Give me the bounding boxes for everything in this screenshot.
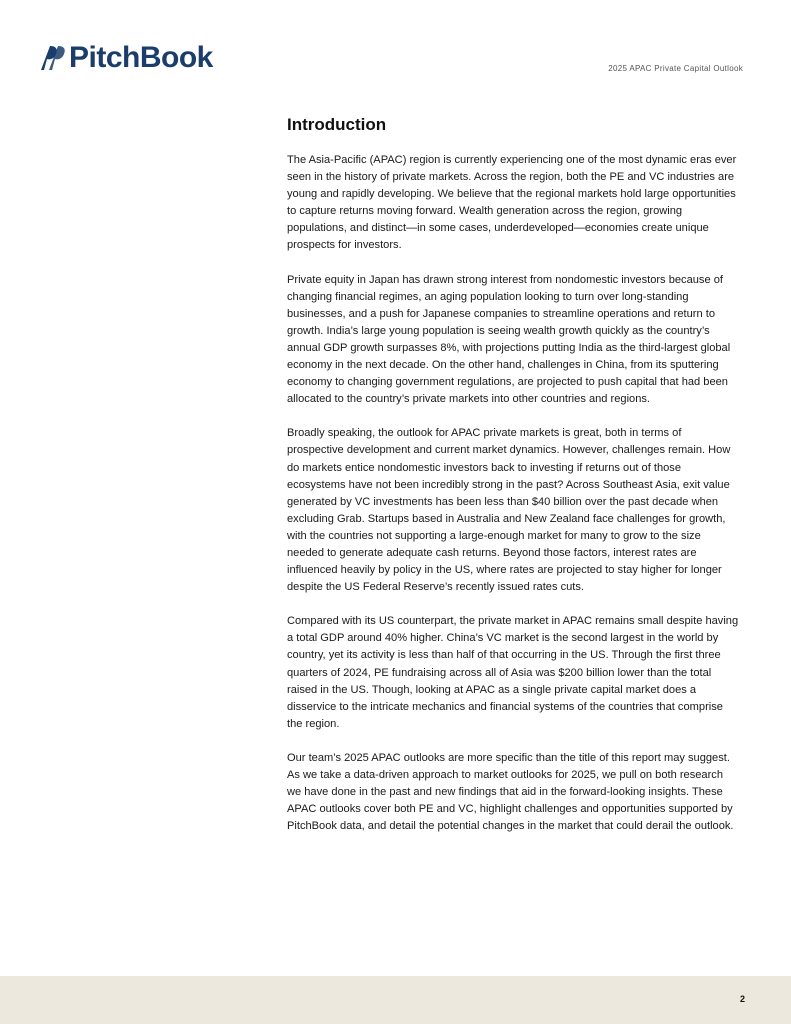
section-title: Introduction (287, 115, 387, 134)
paragraph: Our team’s 2025 APAC outlooks are more specific than the title of this report may suggest. As we take a data-driven approach to market outlooks for 2025, we pull on both research we have done in the past and new findings that aid in the forward-looking insights. These APAC outlooks cover both PE and VC, highlight challenges and opportunities supported by PitchBook data, and detail the potential changes in the market that could derail the outlook. (287, 751, 734, 833)
paragraph: Broadly speaking, the outlook for APAC private markets is great, both in terms of prospective development and current market dynamics. However, challenges remain. How do markets entice nondomestic investors back to investing if returns out of those ecosystems have not been incredibly strong in the past? Across Southeast Asia, exit value generated by VC investments has been less than $40 billion over the past decade when excluding Grab. Startups based in Australia and New Zealand face challenges for growth, with the countries not supporting a large-enough market for many to grow to the size needed to generate adequate cash returns. Beyond those factors, interest rates are influenced heavily by policy in the US, where rates are projected to stay higher for longer despite the US Federal Reserve’s recently issued rates cuts. (287, 427, 731, 594)
paragraph: Private equity in Japan has drawn strong interest from nondomestic investors because of changing financial regimes, an aging population looking to turn over long-standing businesses, and a push for Japanese companies to streamline operations and return to growth. India’s large young population is seeing wealth growth quickly as the country’s annual GDP growth surpasses 8%, with projections putting India as the third-largest global economy in the next decade. On the other hand, challenges in China, from its sputtering economy to changing government regulations, are projected to push capital that had been allocated to the country’s private markets into other countries and regions. (287, 273, 731, 406)
brand-wordmark: PitchBook (69, 41, 213, 74)
running-title: 2025 APAC Private Capital Outlook (608, 64, 743, 73)
pitchbook-leaf-icon (41, 43, 65, 73)
paragraph: The Asia-Pacific (APAC) region is currently experiencing one of the most dynamic eras ever seen in the history of private markets. Across the region, both the PE and VC industries are young and rapidly developing. We believe that the regional markets hold large opportunities to capture returns moving forward. Wealth generation across the region, growing populations, and distinct—in some cases, underdeveloped—economies create unique prospects for investors. (287, 154, 737, 252)
page-number: 2 (739, 994, 745, 1004)
pitchbook-logo[interactable] (41, 43, 213, 73)
paragraph: Compared with its US counterpart, the private market in APAC remains small despite having a total GDP around 40% higher. China’s VC market is the second largest in the world by country, yet its activity is less than half of that occurring in the US. Through the first three quarters of 2024, PE fundraising across all of Asia was $200 billion lower than the total raised in the US. Though, looking at APAC as a single private capital market does a disservice to the intricate mechanics and financial systems of the countries that comprise the region. (287, 615, 739, 730)
footer-band (0, 976, 791, 1024)
main-content (287, 115, 739, 852)
